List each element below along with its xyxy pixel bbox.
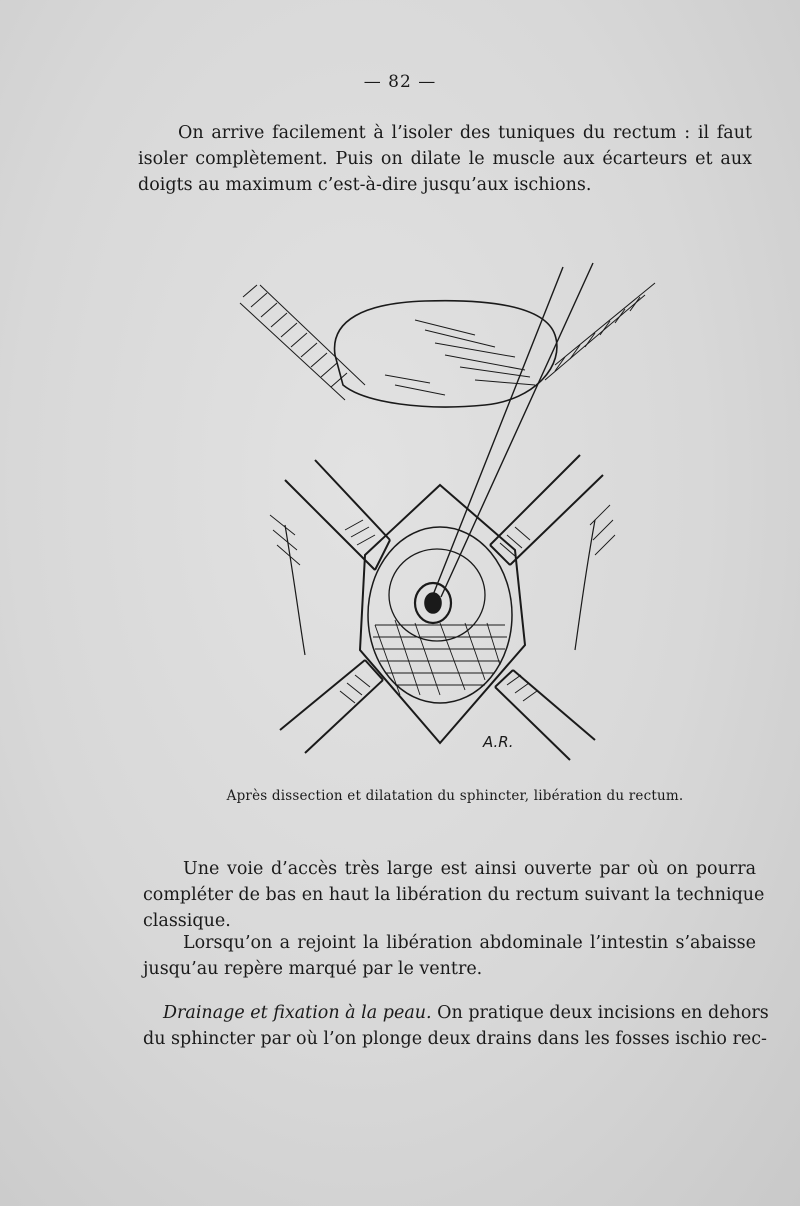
- paragraph-2: [143, 856, 765, 934]
- paragraph-4-line-2: du sphincter par où l’on plonge deux drains dans les fosses ischio rec-: [143, 1029, 767, 1049]
- paragraph-2-line-3: classique.: [143, 911, 231, 931]
- paragraph-4-heading: Drainage et fixation à la peau.: [163, 1003, 432, 1023]
- page-number: — 82 —: [363, 72, 437, 92]
- surgical-illustration: [225, 225, 665, 770]
- paragraph-1: [138, 120, 752, 198]
- paragraph-3-line-1: Lorsqu’on a rejoint la libération abdominale l’intestin s’abaisse: [183, 933, 756, 953]
- paragraph-4-line-1: [143, 1000, 769, 1026]
- paragraph-1-line-3: doigts au maximum c’est-à-dire jusqu’aux ischions.: [138, 175, 592, 195]
- paragraph-2-line-2: compléter de bas en haut la libération du rectum suivant la technique: [143, 885, 765, 905]
- paragraph-3-line-2: jusqu’au repère marqué par le ventre.: [143, 959, 483, 979]
- illustrator-signature: A.R.: [483, 733, 514, 751]
- paragraph-1-line-2: isoler complètement. Puis on dilate le muscle aux écarteurs et aux: [138, 149, 752, 169]
- paragraph-1-line-1: On arrive facilement à l’isoler des tuniques du rectum : il faut: [178, 123, 752, 143]
- paragraph-2-line-1: Une voie d’accès très large est ainsi ouverte par où on pourra: [183, 859, 756, 879]
- paragraph-4-line-1-text: On pratique deux incisions en dehors: [437, 1003, 769, 1023]
- paragraph-4: [143, 1000, 769, 1052]
- figure-caption: Après dissection et dilatation du sphincter, libération du rectum.: [226, 788, 684, 804]
- paragraph-3: [143, 930, 756, 982]
